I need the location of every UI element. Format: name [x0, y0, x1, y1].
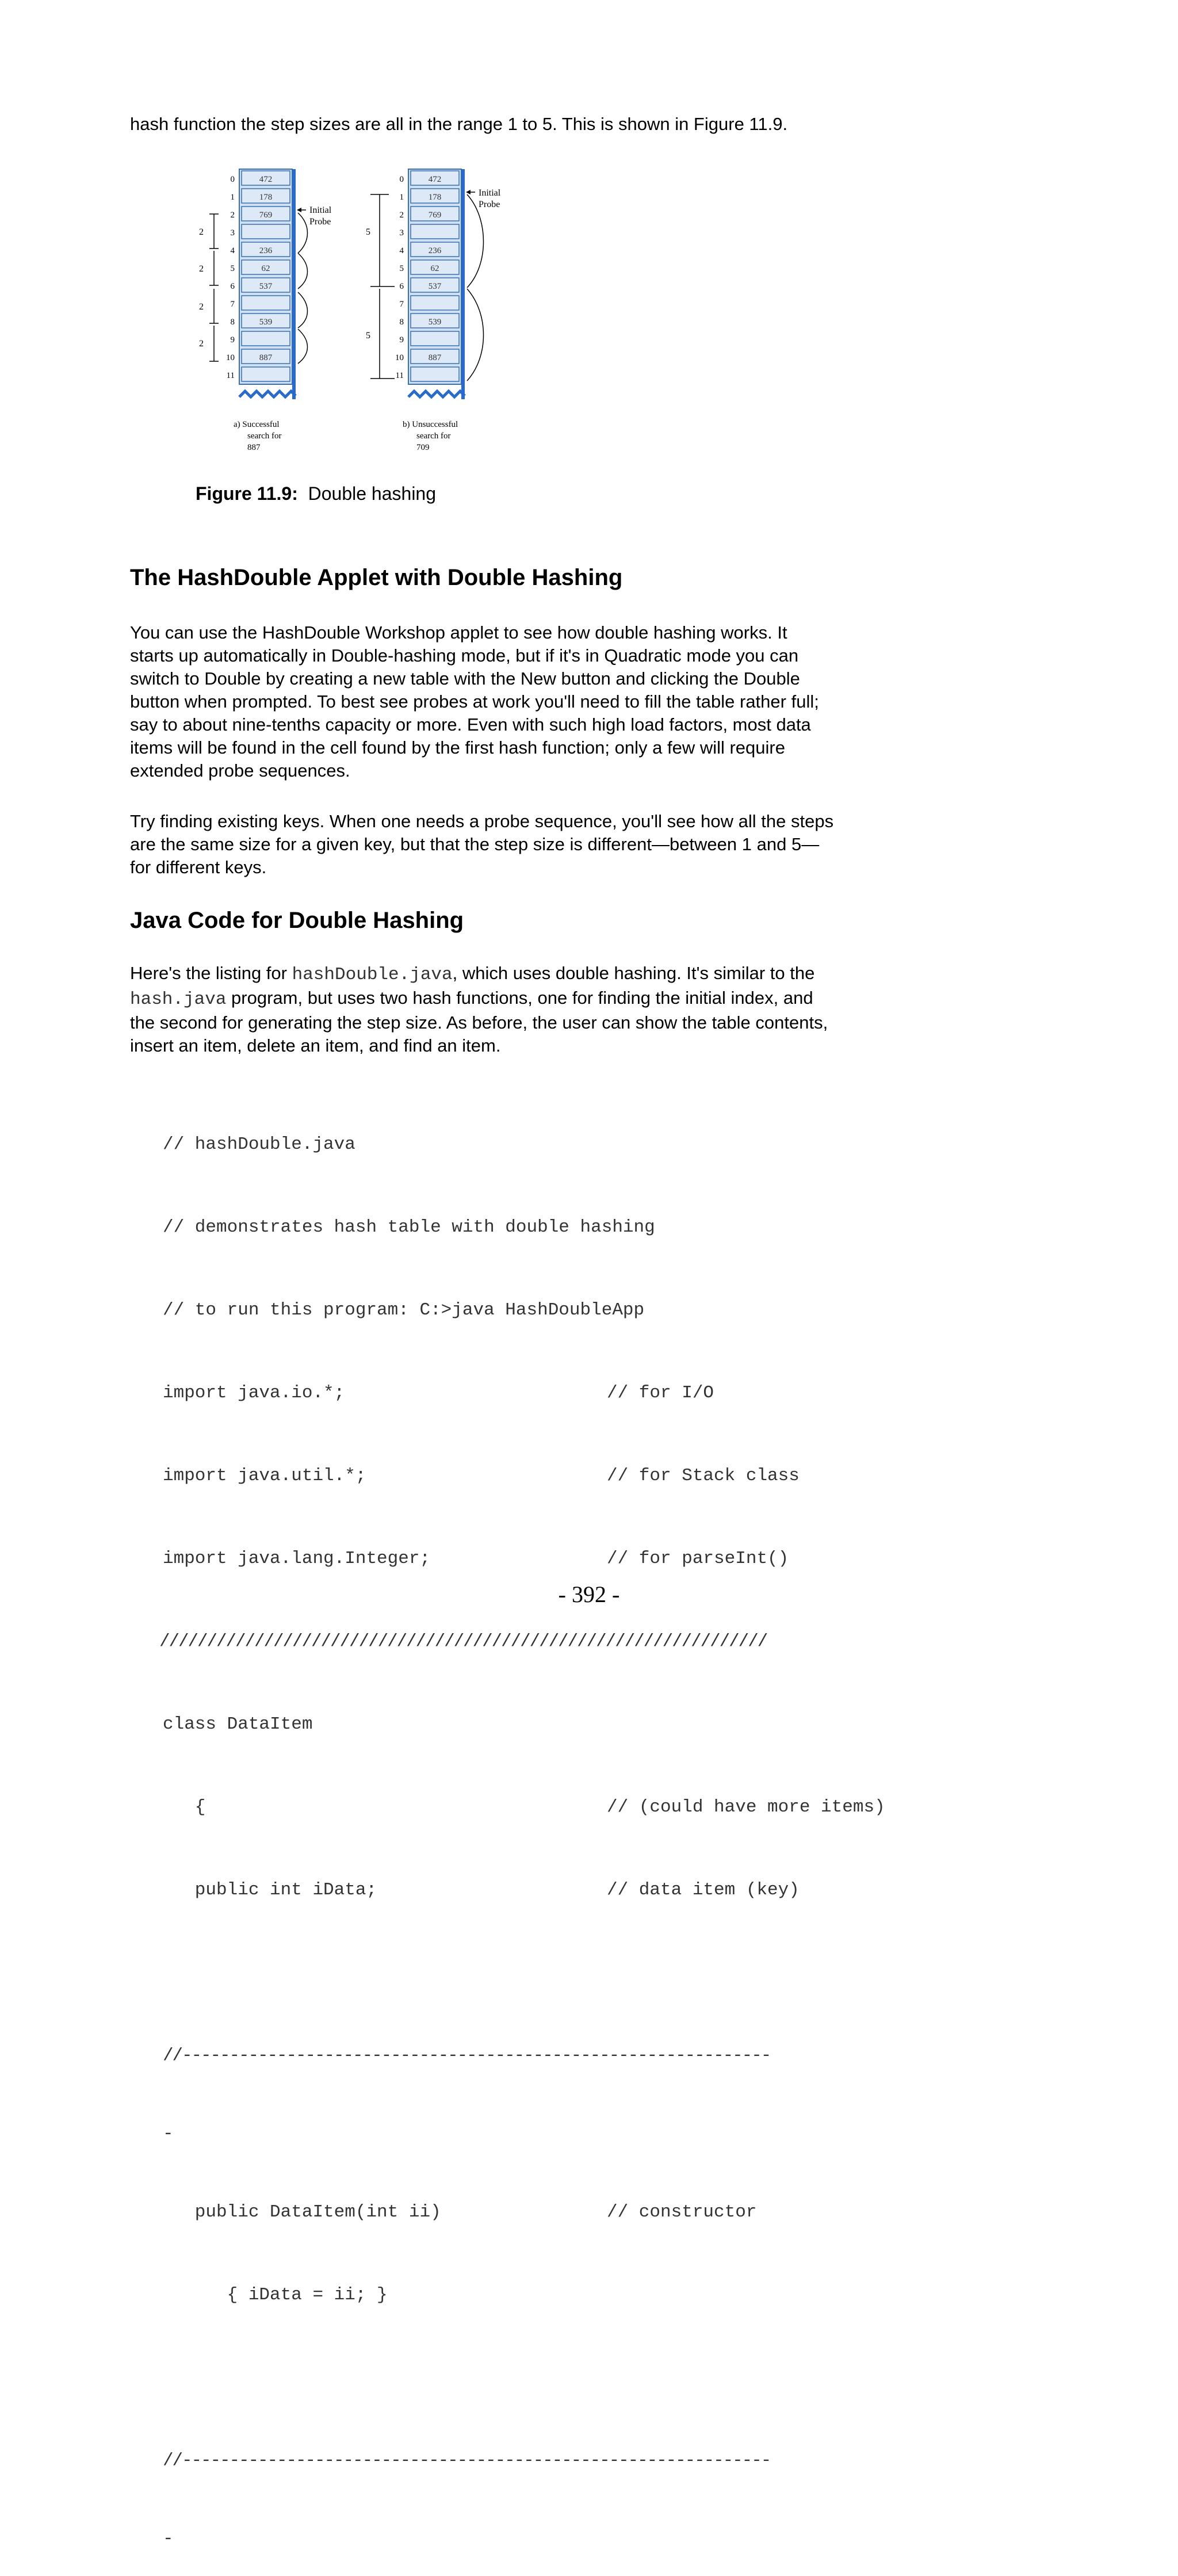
hash-cell-value: 178: [428, 193, 442, 202]
code-line: [163, 1379, 770, 1407]
hash-index: 6: [230, 282, 235, 291]
paragraph-line: insert an item, delete an item, and find an item.: [130, 1035, 501, 1056]
hash-index: 3: [399, 228, 404, 238]
hash-index: 2: [230, 211, 235, 220]
code-text: //--------------------------------------------------------------: [163, 2451, 771, 2471]
text-run: Here's the listing for: [130, 963, 292, 983]
hash-index: 6: [399, 282, 404, 291]
hash-index: 1: [230, 193, 235, 202]
code-line: [163, 1876, 800, 1904]
code-listing: [159, 1076, 885, 2576]
hash-index: 5: [230, 264, 235, 273]
inline-code-hash: hash.java: [130, 989, 227, 1010]
hash-cell: [242, 296, 290, 310]
code-line-blank: [163, 2364, 770, 2392]
hash-cell-value: 539: [259, 318, 273, 327]
code-line: [163, 2199, 770, 2226]
hash-cell-value: 887: [428, 353, 442, 362]
paragraph-line: items will be found in the cell found by the first hash function; only a few will require: [130, 737, 785, 758]
code-text: -: [163, 2529, 174, 2549]
hash-cell-value: 472: [428, 175, 442, 184]
code-line: [163, 1297, 770, 1324]
code-line: [163, 2447, 770, 2470]
code-line: [163, 2281, 770, 2309]
hash-index: 5: [399, 264, 404, 273]
paragraph-line: starts up automatically in Double-hashing mode, but if it's in Quadratic mode you can: [130, 645, 799, 666]
hash-cell-value: 887: [259, 353, 273, 362]
initial-probe-label-a2: Probe: [309, 217, 331, 227]
hash-index: 11: [226, 371, 235, 380]
text-run: program, but uses two hash functions, one for finding the initial index, and: [226, 988, 813, 1008]
section2-paragraph: [130, 962, 828, 1057]
hash-index: 11: [395, 371, 404, 380]
hash-index: 0: [230, 175, 235, 184]
paragraph-line: extended probe sequences.: [130, 760, 350, 781]
paragraph-line: [130, 962, 828, 987]
hash-index: 8: [399, 318, 404, 327]
code-text: // hashDouble.java: [163, 1134, 355, 1155]
figure-caption-label: Figure 11.9:: [196, 483, 298, 504]
code-text: //--------------------------------------------------------------: [163, 2046, 771, 2066]
initial-probe-label-b2: Probe: [479, 200, 500, 209]
code-comment: // data item (key): [607, 1880, 800, 1900]
code-line: [163, 2042, 770, 2065]
code-text: class DataItem: [163, 1714, 313, 1734]
code-line: [163, 1545, 789, 1573]
hash-index: 7: [230, 300, 235, 309]
hash-cell: [242, 224, 290, 239]
step-label-a2: 2: [199, 264, 204, 274]
section-heading-applet: The HashDouble Applet with Double Hashing: [130, 565, 623, 590]
step-label-a4: 2: [199, 339, 204, 349]
hash-cell-value: 769: [259, 211, 273, 220]
page-number: - 392 -: [558, 1581, 620, 1607]
hash-cell-value: 62: [430, 264, 439, 273]
code-line: [163, 2525, 770, 2548]
step-label-a1: 2: [199, 227, 204, 237]
code-comment: // for I/O: [607, 1383, 714, 1403]
code-text: public DataItem(int ii): [163, 2202, 441, 2222]
code-text: import java.lang.Integer;: [163, 1549, 431, 1569]
initial-probe-label-b: Initial: [479, 188, 501, 198]
code-comment: // for parseInt(): [607, 1549, 789, 1569]
hash-cell: [411, 367, 459, 381]
hash-cell-value: 236: [259, 246, 273, 255]
code-text: import java.util.*;: [163, 1466, 366, 1486]
code-text: public int iData;: [163, 1880, 377, 1900]
code-comment: // for Stack class: [607, 1466, 800, 1486]
code-text: // to run this program: C:>java HashDoubleApp: [163, 1300, 645, 1320]
step-label-b2: 5: [366, 331, 370, 341]
figure-b-caption-2: search for: [416, 431, 451, 441]
hash-cell-value: 537: [428, 282, 442, 291]
code-line-blank: [163, 1959, 770, 1987]
hash-cell-value: 537: [259, 282, 273, 291]
figure-caption: [196, 483, 436, 505]
hash-index: 4: [399, 246, 404, 255]
hash-cell-value: 769: [428, 211, 442, 220]
double-hashing-figure: [196, 167, 541, 466]
hash-index: 1: [399, 193, 404, 202]
text-run: , which uses double hashing. It's similar to the: [452, 963, 815, 983]
hash-index: 9: [230, 335, 235, 345]
intro-text: hash function the step sizes are all in the range 1 to 5. This is shown in Figure 11.9.: [130, 114, 788, 134]
hash-cell: [242, 331, 290, 346]
figure-caption-text: Double hashing: [308, 483, 437, 504]
code-line: [163, 2120, 770, 2143]
paragraph-line: for different keys.: [130, 857, 267, 877]
hash-index: 10: [226, 353, 235, 362]
code-line: [163, 1794, 885, 1821]
hash-cell: [242, 367, 290, 381]
section1-paragraph-1: [130, 621, 819, 782]
paragraph-line: say to about nine-tenths capacity or more. Even with such high load factors, most data: [130, 714, 811, 735]
hash-index: 7: [399, 300, 404, 309]
figure-b-caption-3: 709: [416, 443, 430, 452]
code-line: [159, 1628, 770, 1656]
section-heading-java-code: Java Code for Double Hashing: [130, 908, 464, 933]
paragraph-line: Try finding existing keys. When one needs a probe sequence, you'll see how all the steps: [130, 811, 834, 831]
hash-index: 2: [399, 211, 404, 220]
step-label-a3: 2: [199, 302, 204, 312]
hash-index: 9: [399, 335, 404, 345]
inline-code-hashdouble: hashDouble.java: [292, 965, 453, 985]
hash-cell: [411, 224, 459, 239]
figure-a-caption-3: 887: [247, 443, 261, 452]
hash-table-a: [199, 169, 332, 452]
paragraph-line: button when prompted. To best see probes at work you'll need to fill the table rather full;: [130, 691, 819, 712]
code-line: [163, 1131, 770, 1159]
paragraph-line: You can use the HashDouble Workshop applet to see how double hashing works. It: [130, 622, 787, 643]
code-text: { iData = ii; }: [163, 2285, 388, 2305]
hash-index: 0: [399, 175, 404, 184]
hash-cell: [411, 331, 459, 346]
paragraph-line: [130, 987, 828, 1011]
code-text: -: [163, 2124, 174, 2144]
hash-cell-value: 539: [428, 318, 442, 327]
step-label-b1: 5: [366, 227, 370, 237]
code-text: {: [163, 1797, 206, 1817]
paragraph-line: are the same size for a given key, but that the step size is different—between 1 and 5—: [130, 834, 820, 854]
hash-cell-value: 178: [259, 193, 273, 202]
hash-cell-value: 236: [428, 246, 442, 255]
code-line: [163, 1711, 770, 1738]
hash-index: 3: [230, 228, 235, 238]
code-comment: // (could have more items): [607, 1797, 885, 1817]
code-line: [163, 1214, 770, 1241]
hash-cell-value: 472: [259, 175, 273, 184]
hash-index: 4: [230, 246, 235, 255]
figure-a-caption-2: search for: [247, 431, 282, 441]
hash-index: 8: [230, 318, 235, 327]
figure-a-caption-1: a) Successful: [234, 420, 280, 429]
code-comment: // constructor: [607, 2202, 757, 2222]
code-text: // demonstrates hash table with double hashing: [163, 1217, 655, 1237]
paragraph-line: the second for generating the step size. As before, the user can show the table contents,: [130, 1012, 828, 1033]
hash-cell: [411, 296, 459, 310]
paragraph-line: switch to Double by creating a new table with the New button and clicking the Double: [130, 668, 800, 689]
code-text: ////////////////////////////////////////////////////////////////: [159, 1631, 767, 1652]
hash-index: 10: [395, 353, 404, 362]
code-line: [163, 1462, 800, 1490]
initial-probe-label-a: Initial: [309, 205, 332, 215]
code-text: import java.io.*;: [163, 1383, 345, 1403]
figure-b-caption-1: b) Unsuccessful: [403, 420, 458, 429]
hash-table-b: [366, 169, 501, 452]
hash-cell-value: 62: [261, 264, 270, 273]
section1-paragraph-2: [130, 810, 833, 879]
